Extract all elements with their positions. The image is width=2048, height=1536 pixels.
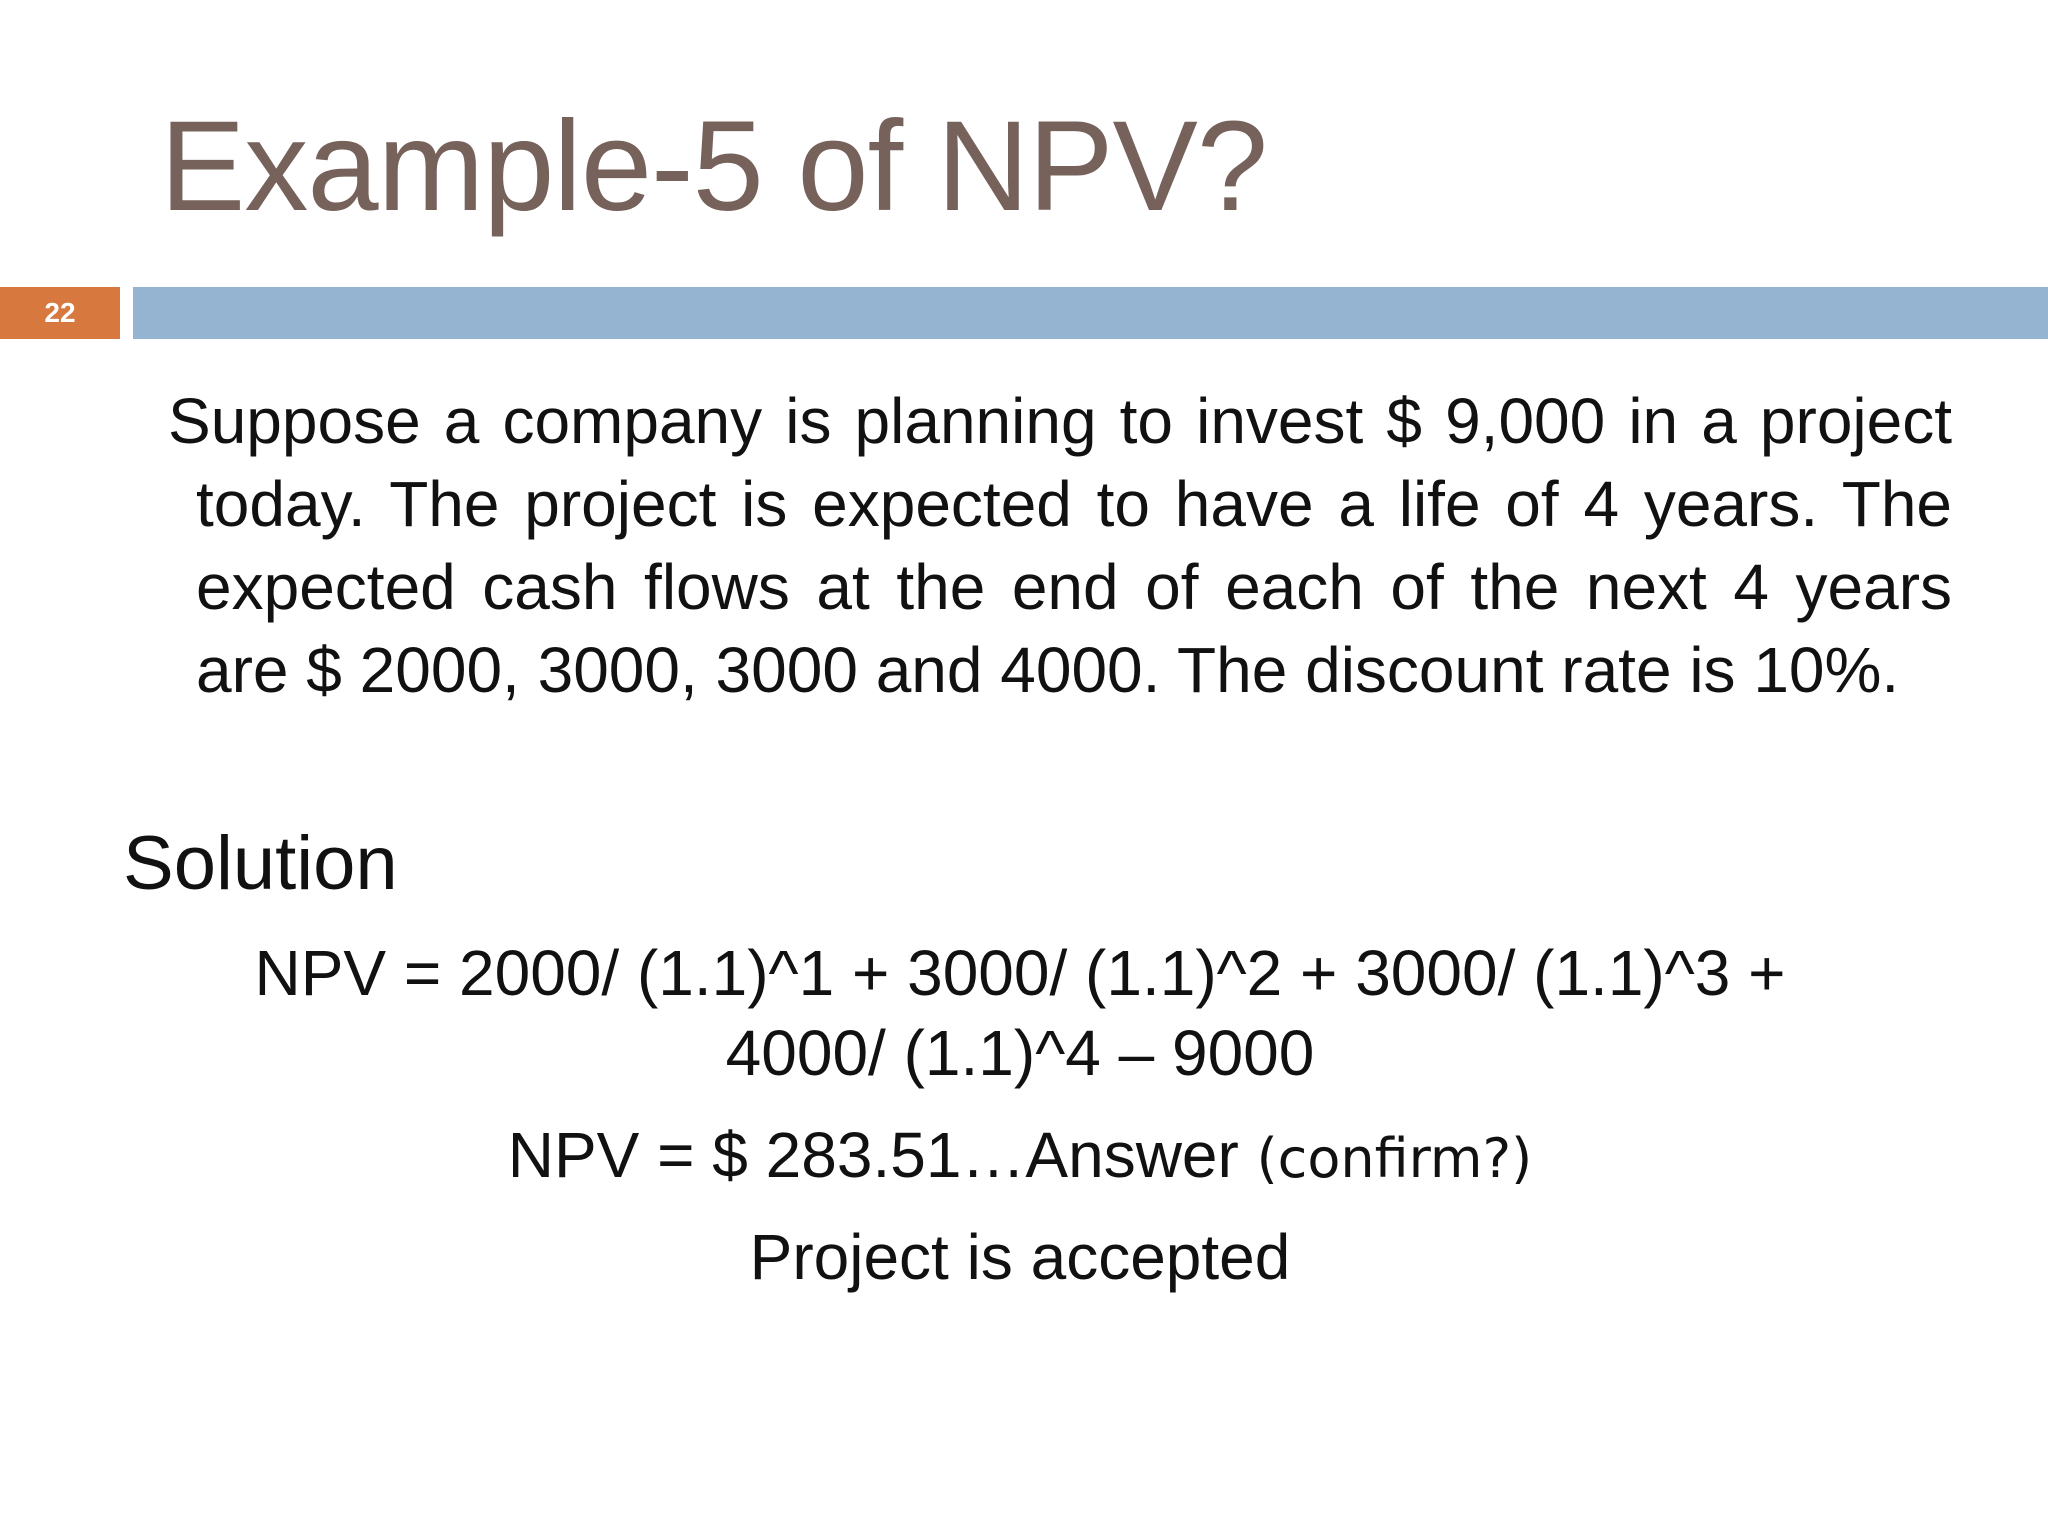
npv-answer-note: (confirm?) — [1256, 1127, 1533, 1190]
problem-statement: Suppose a company is planning to invest $ 9,000 in a project today. The project is expected to have a life of 4 years. The expected cash flows at the end of each of the next 4 years are $ 2000, 3000, 3000 and 4000. The discount rate is 10%. — [168, 385, 1952, 706]
npv-answer-value: NPV = $ 283.51…Answer — [507, 1119, 1239, 1191]
title-accent-bar — [133, 287, 2048, 339]
solution-heading: Solution — [123, 821, 398, 906]
slide-title: Example-5 of NPV? — [160, 95, 1268, 238]
conclusion-text: Project is accepted — [749, 1221, 1291, 1293]
npv-answer — [150, 1115, 1890, 1199]
npv-formula-line-1: NPV = 2000/ (1.1)^1 + 3000/ (1.1)^2 + 3000/ (1.1)^3 + — [254, 937, 1786, 1009]
npv-formula — [150, 933, 1890, 1093]
slide-number-badge: 22 — [0, 287, 120, 339]
npv-formula-line-2: 4000/ (1.1)^4 – 9000 — [725, 1017, 1315, 1089]
